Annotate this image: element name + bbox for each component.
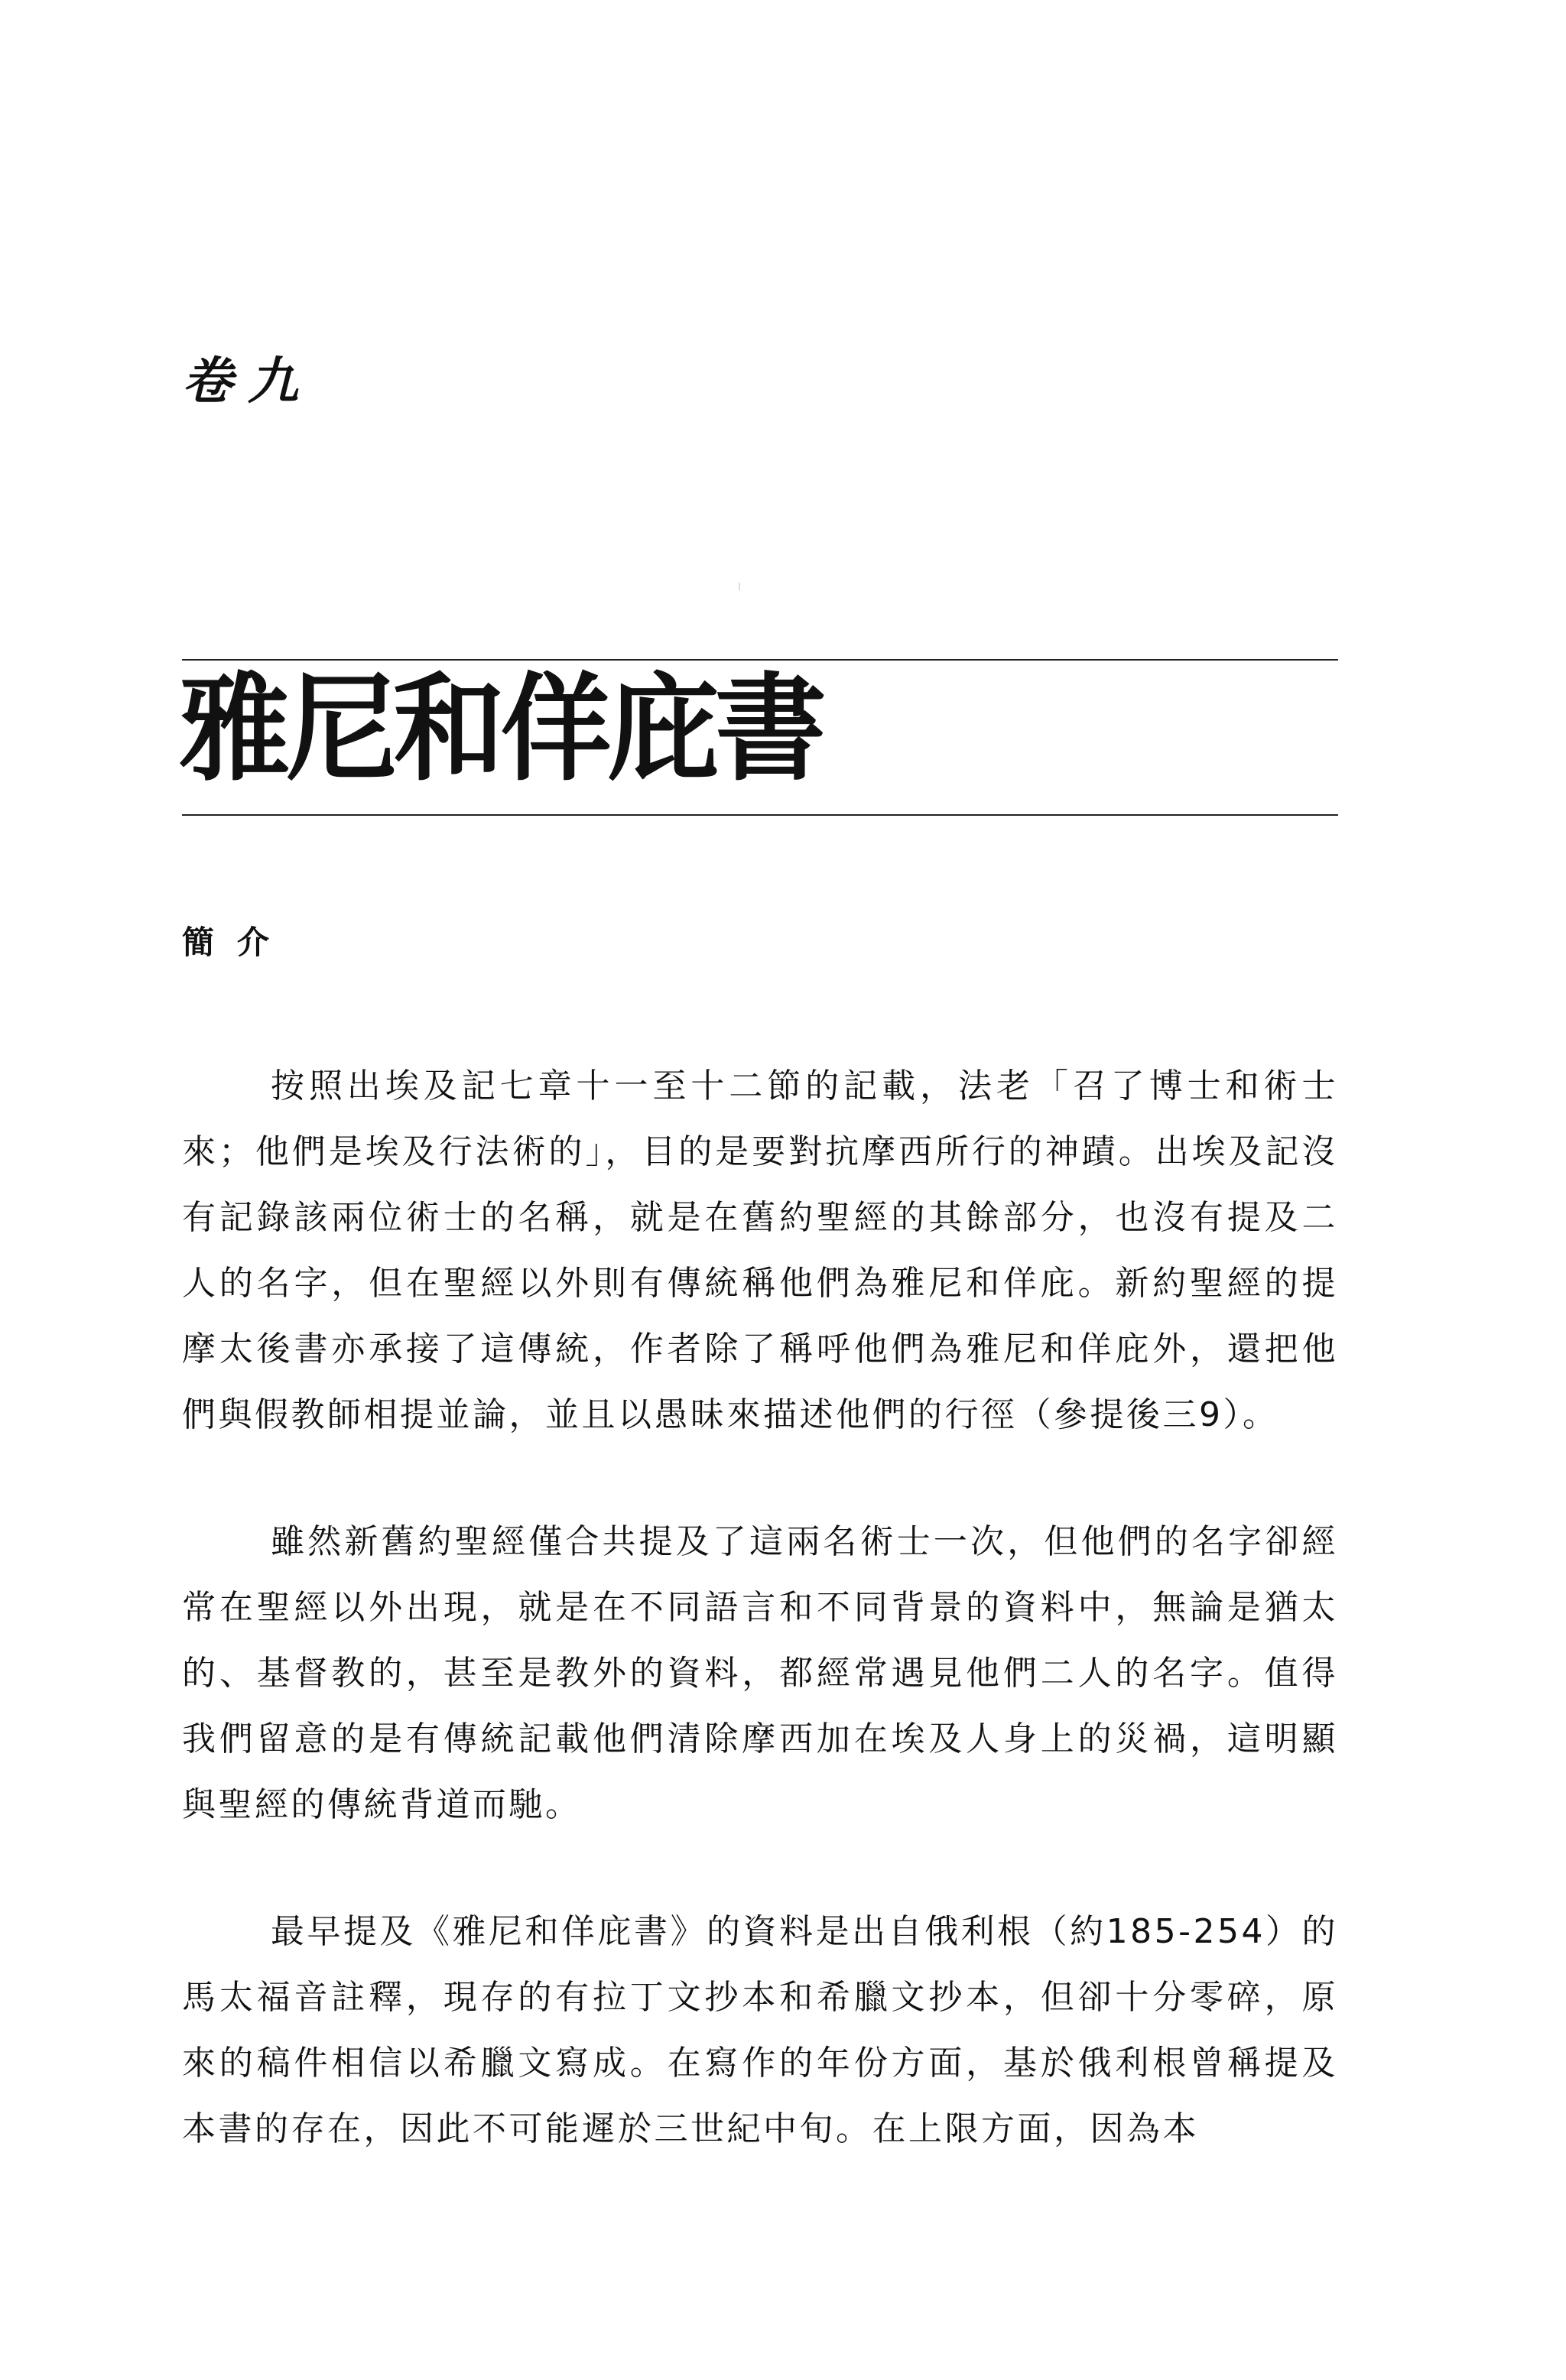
body-text: [182, 1054, 1338, 2162]
volume-label: 卷九: [182, 351, 314, 411]
paragraph: 最早提及《雅尼和佯庇書》的資料是出自俄利根（約185-254）的馬太福音註釋，現存的有拉丁文抄本和希臘文抄本，但卻十分零碎，原來的稿件相信以希臘文寫成。在寫作的年份方面，基於俄利根曾稱提及本書的存在，因此不可能遲於三世紀中旬。在上限方面，因為本: [182, 1912, 1338, 2148]
section-heading: 簡介: [182, 924, 293, 961]
title-bottom-rule: [182, 814, 1338, 816]
paragraph: 雖然新舊約聖經僅合共提及了這兩名術士一次，但他們的名字卻經常在聖經以外出現，就是在不同語言和不同背景的資料中，無論是猶太的、基督教的，甚至是教外的資料，都經常遇見他們二人的名字。值得我們留意的是有傳統記載他們清除摩西加在埃及人身上的災禍，這明顯與聖經的傳統背道而馳。: [182, 1522, 1338, 1824]
paragraph: 按照出埃及記七章十一至十二節的記載，法老「召了博士和術士來；他們是埃及行法術的」，目的是要對抗摩西所行的神蹟。出埃及記沒有記錄該兩位術士的名稱，就是在舊約聖經的其餘部分，也沒有提及二人的名字，但在聖經以外則有傳統稱他們為雅尼和佯庇。新約聖經的提摩太後書亦承接了這傳統，作者除了稱呼他們為雅尼和佯庇外，還把他們與假教師相提並論，並且以愚昧來描述他們的行徑（參提後三9）。: [182, 1067, 1338, 1434]
book-title: 雅尼和佯庇書: [179, 661, 822, 797]
scan-mark: [739, 583, 740, 590]
title-top-rule: [182, 659, 1338, 661]
